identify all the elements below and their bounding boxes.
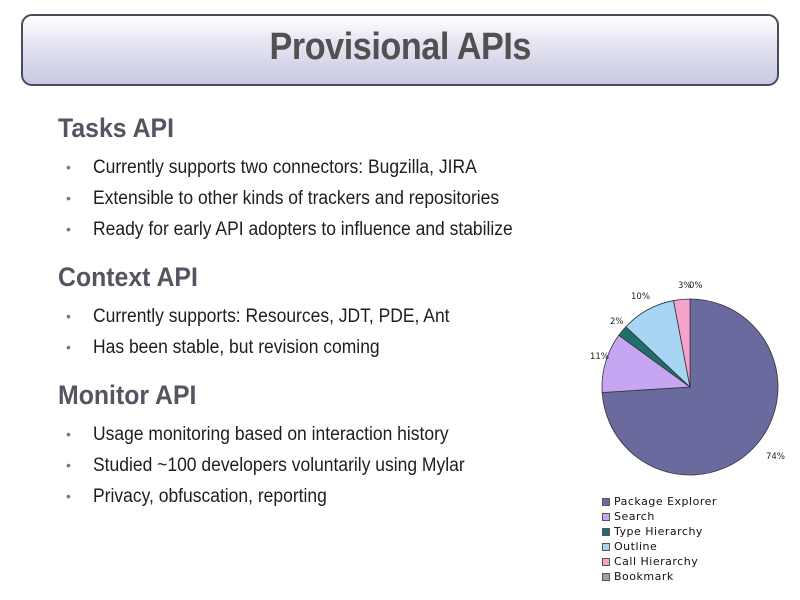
legend-label: Bookmark xyxy=(614,570,674,583)
legend-item xyxy=(602,539,717,554)
legend-swatch-icon xyxy=(602,498,610,506)
legend-item xyxy=(602,524,717,539)
bullet-item xyxy=(58,481,578,512)
section-heading: Tasks API xyxy=(58,113,174,143)
legend-label: Search xyxy=(614,510,655,523)
bullet-text: Currently supports: Resources, JDT, PDE, Ant xyxy=(93,306,450,327)
legend-label: Type Hierarchy xyxy=(614,525,703,538)
pie-chart-svg xyxy=(570,270,796,490)
bullet-dot-icon: • xyxy=(66,190,71,206)
bullet-text: Currently supports two connectors: Bugzilla, JIRA xyxy=(93,157,477,178)
pie-label-type-hierarchy: 2% xyxy=(610,317,624,327)
bullet-text: Ready for early API adopters to influence and stabilize xyxy=(93,219,513,240)
legend-item xyxy=(602,509,717,524)
bullet-list xyxy=(58,301,578,363)
title-banner xyxy=(21,14,779,86)
slide-title: Provisional APIs xyxy=(269,25,531,68)
bullet-text: Has been stable, but revision coming xyxy=(93,337,380,358)
legend-item xyxy=(602,554,717,569)
section-tasks-api xyxy=(58,108,578,245)
bullet-item xyxy=(58,419,578,450)
bullet-text: Studied ~100 developers voluntarily using Mylar xyxy=(93,455,465,476)
pie-label-search: 11% xyxy=(590,352,609,362)
legend-item xyxy=(602,569,717,584)
bullet-list xyxy=(58,152,578,245)
bullet-text: Extensible to other kinds of trackers and repositories xyxy=(93,188,500,209)
pie-label-outline: 10% xyxy=(631,292,650,302)
section-heading: Context API xyxy=(58,262,198,292)
bullet-text: Privacy, obfuscation, reporting xyxy=(93,486,327,507)
legend-item xyxy=(602,494,717,509)
legend-swatch-icon xyxy=(602,528,610,536)
pie-label-package-explorer: 74% xyxy=(766,452,785,462)
chart-legend xyxy=(602,494,717,584)
bullet-text: Usage monitoring based on interaction history xyxy=(93,424,449,445)
section-heading: Monitor API xyxy=(58,380,197,410)
legend-label: Outline xyxy=(614,540,658,553)
legend-swatch-icon xyxy=(602,543,610,551)
bullet-dot-icon: • xyxy=(66,488,71,504)
section-monitor-api xyxy=(58,375,578,512)
section-context-api xyxy=(58,257,578,363)
bullet-dot-icon: • xyxy=(66,221,71,237)
bullet-dot-icon: • xyxy=(66,339,71,355)
bullet-item xyxy=(58,183,578,214)
bullet-item xyxy=(58,301,578,332)
pie-label-bookmark: 0% xyxy=(689,281,703,291)
legend-swatch-icon xyxy=(602,558,610,566)
bullet-item xyxy=(58,214,578,245)
bullet-list xyxy=(58,419,578,512)
bullet-item xyxy=(58,152,578,183)
legend-swatch-icon xyxy=(602,513,610,521)
legend-label: Package Explorer xyxy=(614,495,717,508)
pie-label-call-hierarchy: 3% xyxy=(678,281,692,291)
bullet-item xyxy=(58,450,578,481)
legend-label: Call Hierarchy xyxy=(614,555,699,568)
content-area xyxy=(58,108,578,524)
bullet-dot-icon: • xyxy=(66,457,71,473)
bullet-dot-icon: • xyxy=(66,308,71,324)
bullet-dot-icon: • xyxy=(66,426,71,442)
bullet-item xyxy=(58,332,578,363)
bullet-dot-icon: • xyxy=(66,159,71,175)
usage-pie-chart xyxy=(570,270,796,595)
legend-swatch-icon xyxy=(602,573,610,581)
